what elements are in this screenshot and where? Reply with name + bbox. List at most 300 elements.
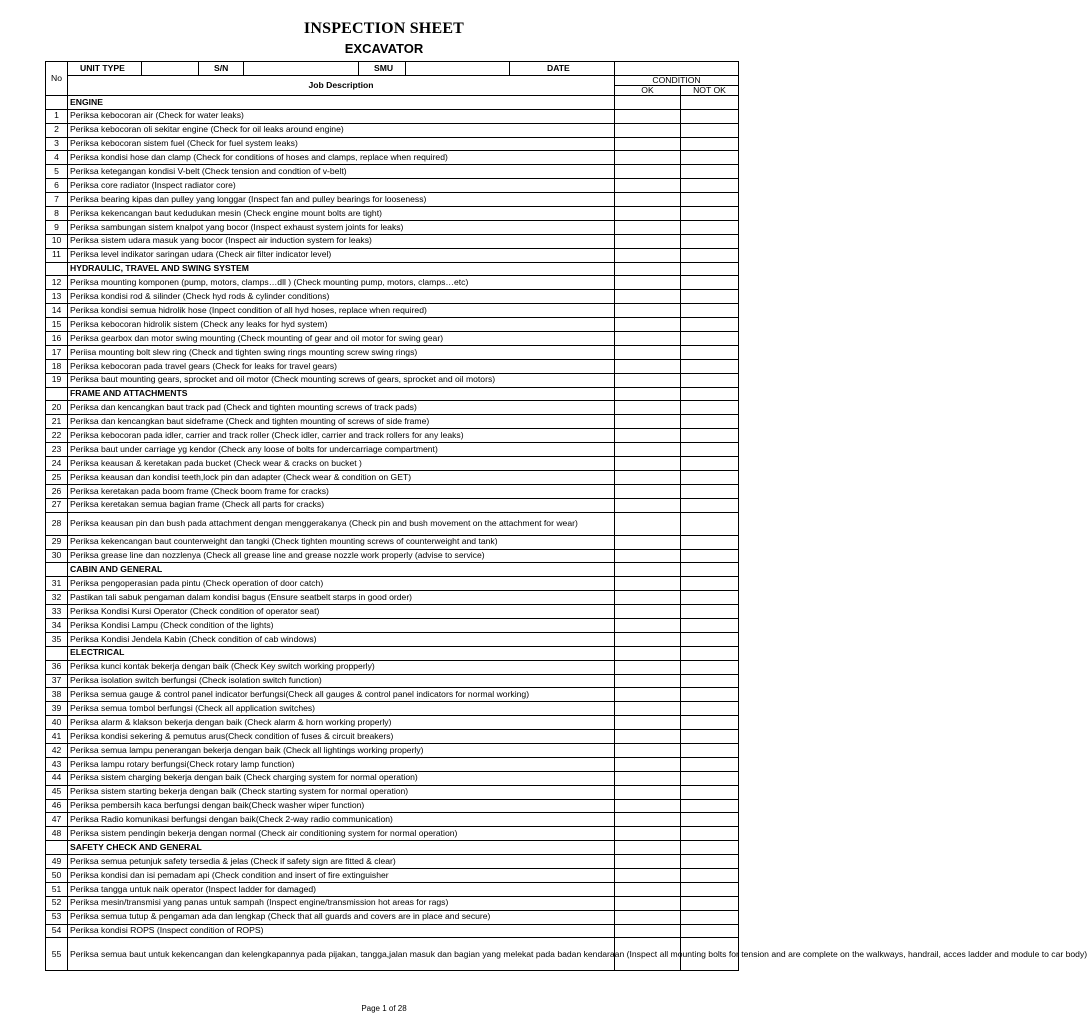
item-number: 52 bbox=[46, 896, 68, 910]
item-description: Periksa kebocoran oli sekitar engine (Check for oil leaks around engine) bbox=[68, 123, 615, 137]
item-description: Periksa kondisi sekering & pemutus arus(Check condition of fuses & circuit breakers) bbox=[68, 730, 615, 744]
item-number: 11 bbox=[46, 248, 68, 262]
not-ok-checkbox-cell[interactable] bbox=[681, 137, 739, 151]
item-number: 42 bbox=[46, 743, 68, 757]
checklist-row bbox=[46, 924, 739, 938]
checklist-row bbox=[46, 688, 739, 702]
ok-checkbox-cell[interactable] bbox=[615, 855, 681, 869]
section-row bbox=[46, 262, 739, 276]
item-number: 44 bbox=[46, 771, 68, 785]
item-number: 33 bbox=[46, 605, 68, 619]
not-ok-checkbox-cell[interactable] bbox=[681, 591, 739, 605]
not-ok-checkbox-cell[interactable] bbox=[681, 716, 739, 730]
ok-checkbox-cell[interactable] bbox=[615, 743, 681, 757]
ok-checkbox-cell[interactable] bbox=[615, 716, 681, 730]
not-ok-checkbox-cell[interactable] bbox=[681, 318, 739, 332]
checklist-row bbox=[46, 207, 739, 221]
not-ok-checkbox-cell[interactable] bbox=[681, 535, 739, 549]
section-title: SAFETY CHECK AND GENERAL bbox=[68, 841, 615, 855]
unit-type-value[interactable] bbox=[142, 62, 199, 76]
ok-checkbox-cell[interactable] bbox=[615, 137, 681, 151]
checklist-row bbox=[46, 234, 739, 248]
ok-checkbox-cell[interactable] bbox=[615, 151, 681, 165]
checklist-row bbox=[46, 591, 739, 605]
item-description: Periksa semua tutup & pengaman ada dan lengkap (Check that all guards and covers are in place and secure) bbox=[68, 910, 615, 924]
item-number: 27 bbox=[46, 498, 68, 512]
checklist-row bbox=[46, 896, 739, 910]
checklist-row bbox=[46, 443, 739, 457]
ok-checkbox-cell[interactable] bbox=[615, 234, 681, 248]
item-description: Periksa Radio komunikasi berfungsi dengan baik(Check 2-way radio communication) bbox=[68, 813, 615, 827]
item-description: Periksa alarm & klakson bekerja dengan baik (Check alarm & horn working properly) bbox=[68, 716, 615, 730]
not-ok-checkbox-cell[interactable] bbox=[681, 207, 739, 221]
checklist-row bbox=[46, 827, 739, 841]
checklist-row bbox=[46, 702, 739, 716]
item-number: 21 bbox=[46, 415, 68, 429]
not-ok-checkbox-cell[interactable] bbox=[681, 896, 739, 910]
checklist-row bbox=[46, 373, 739, 387]
ok-checkbox-cell[interactable] bbox=[615, 304, 681, 318]
item-number: 25 bbox=[46, 470, 68, 484]
item-number: 6 bbox=[46, 179, 68, 193]
not-ok-checkbox-cell[interactable] bbox=[681, 841, 739, 855]
item-description: Periksa pengoperasian pada pintu (Check operation of door catch) bbox=[68, 577, 615, 591]
item-number: 13 bbox=[46, 290, 68, 304]
checklist-row bbox=[46, 813, 739, 827]
item-description: Periksa semua lampu penerangan bekerja dengan baik (Check all lightings working properly) bbox=[68, 743, 615, 757]
checklist-row bbox=[46, 882, 739, 896]
checklist-row bbox=[46, 716, 739, 730]
not-ok-checkbox-cell[interactable] bbox=[681, 743, 739, 757]
not-ok-checkbox-cell[interactable] bbox=[681, 882, 739, 896]
not-ok-checkbox-cell[interactable] bbox=[681, 868, 739, 882]
not-ok-checkbox-cell[interactable] bbox=[681, 179, 739, 193]
item-description: Periksa core radiator (Inspect radiator core) bbox=[68, 179, 615, 193]
checklist-row bbox=[46, 855, 739, 869]
section-no-cell bbox=[46, 841, 68, 855]
checklist-row bbox=[46, 632, 739, 646]
item-description: Periksa keausan & keretakan pada bucket (Check wear & cracks on bucket ) bbox=[68, 457, 615, 471]
item-description: Periksa pembersih kaca berfungsi dengan baik(Check washer wiper function) bbox=[68, 799, 615, 813]
ok-checkbox-cell[interactable] bbox=[615, 220, 681, 234]
item-number: 54 bbox=[46, 924, 68, 938]
ok-checkbox-cell[interactable] bbox=[615, 646, 681, 660]
ok-checkbox-cell[interactable] bbox=[615, 896, 681, 910]
checklist-row bbox=[46, 757, 739, 771]
ok-checkbox-cell[interactable] bbox=[615, 771, 681, 785]
item-number: 20 bbox=[46, 401, 68, 415]
item-description: Periksa sistem charging bekerja dengan baik (Check charging system for normal operation) bbox=[68, 771, 615, 785]
item-number: 53 bbox=[46, 910, 68, 924]
not-ok-checkbox-cell[interactable] bbox=[681, 359, 739, 373]
checklist-row bbox=[46, 248, 739, 262]
item-description: Periksa semua petunjuk safety tersedia & jelas (Check if safety sign are fitted & clear) bbox=[68, 855, 615, 869]
item-number: 47 bbox=[46, 813, 68, 827]
item-description: Periksa kebocoran pada idler, carrier and track roller (Check idler, carrier and track rollers for any leaks) bbox=[68, 429, 615, 443]
item-number: 38 bbox=[46, 688, 68, 702]
not-ok-checkbox-cell[interactable] bbox=[681, 95, 739, 109]
not-ok-checkbox-cell[interactable] bbox=[681, 771, 739, 785]
item-description: Periksa dan kencangkan baut track pad (Check and tighten mounting screws of track pads) bbox=[68, 401, 615, 415]
ok-checkbox-cell[interactable] bbox=[615, 674, 681, 688]
item-number: 24 bbox=[46, 457, 68, 471]
section-no-cell bbox=[46, 563, 68, 577]
checklist-row bbox=[46, 799, 739, 813]
ok-checkbox-cell[interactable] bbox=[615, 757, 681, 771]
checklist-row bbox=[46, 910, 739, 924]
not-ok-checkbox-cell[interactable] bbox=[681, 193, 739, 207]
checklist-row bbox=[46, 123, 739, 137]
item-number: 49 bbox=[46, 855, 68, 869]
not-ok-checkbox-cell[interactable] bbox=[681, 730, 739, 744]
item-number: 48 bbox=[46, 827, 68, 841]
not-ok-checkbox-cell[interactable] bbox=[681, 827, 739, 841]
item-description: Periksa level indikator saringan udara (Check air filter indicator level) bbox=[68, 248, 615, 262]
ok-checkbox-cell[interactable] bbox=[615, 109, 681, 123]
header-no: No bbox=[46, 62, 68, 96]
item-number: 29 bbox=[46, 535, 68, 549]
checklist-row bbox=[46, 276, 739, 290]
ok-checkbox-cell[interactable] bbox=[615, 484, 681, 498]
item-number: 2 bbox=[46, 123, 68, 137]
checklist-row bbox=[46, 938, 739, 971]
ok-checkbox-cell[interactable] bbox=[615, 401, 681, 415]
item-number: 4 bbox=[46, 151, 68, 165]
item-description: Pastikan tali sabuk pengaman dalam kondisi bagus (Ensure seatbelt starps in good order) bbox=[68, 591, 615, 605]
checklist-row bbox=[46, 512, 739, 535]
ok-checkbox-cell[interactable] bbox=[615, 123, 681, 137]
ok-checkbox-cell[interactable] bbox=[615, 276, 681, 290]
item-number: 51 bbox=[46, 882, 68, 896]
item-number: 17 bbox=[46, 345, 68, 359]
ok-checkbox-cell[interactable] bbox=[615, 535, 681, 549]
checklist-row bbox=[46, 429, 739, 443]
ok-checkbox-cell[interactable] bbox=[615, 591, 681, 605]
item-description: Periksa sambungan sistem knalpot yang bocor (Inspect exhaust system joints for leaks) bbox=[68, 220, 615, 234]
section-title: FRAME AND ATTACHMENTS bbox=[68, 387, 615, 401]
section-title: ELECTRICAL bbox=[68, 646, 615, 660]
not-ok-checkbox-cell[interactable] bbox=[681, 373, 739, 387]
ok-checkbox-cell[interactable] bbox=[615, 345, 681, 359]
not-ok-checkbox-cell[interactable] bbox=[681, 484, 739, 498]
not-ok-checkbox-cell[interactable] bbox=[681, 470, 739, 484]
checklist-row bbox=[46, 785, 739, 799]
not-ok-checkbox-cell[interactable] bbox=[681, 429, 739, 443]
not-ok-checkbox-cell[interactable] bbox=[681, 345, 739, 359]
item-description: Periksa tangga untuk naik operator (Inspect ladder for damaged) bbox=[68, 882, 615, 896]
ok-checkbox-cell[interactable] bbox=[615, 443, 681, 457]
item-number: 10 bbox=[46, 234, 68, 248]
ok-checkbox-cell[interactable] bbox=[615, 207, 681, 221]
item-description: Periksa mesin/transmisi yang panas untuk sampah (Inspect engine/transmission hot areas for rags) bbox=[68, 896, 615, 910]
item-number: 41 bbox=[46, 730, 68, 744]
item-description: Periksa kekencangan baut counterweight dan tangki (Check tighten mounting screws of counterweight and tank) bbox=[68, 535, 615, 549]
not-ok-checkbox-cell[interactable] bbox=[681, 234, 739, 248]
ok-checkbox-cell[interactable] bbox=[615, 429, 681, 443]
not-ok-checkbox-cell[interactable] bbox=[681, 605, 739, 619]
section-row bbox=[46, 646, 739, 660]
item-description: Periksa lampu rotary berfungsi(Check rotary lamp function) bbox=[68, 757, 615, 771]
item-description: Periksa baut mounting gears, sprocket and oil motor (Check mounting screws of gears, sprocket and oil motors) bbox=[68, 373, 615, 387]
checklist-row bbox=[46, 109, 739, 123]
not-ok-checkbox-cell[interactable] bbox=[681, 304, 739, 318]
header-unit-type: UNIT TYPE bbox=[68, 62, 142, 76]
item-description: Periksa kondisi dan isi pemadam api (Check condition and insert of fire extinguisher bbox=[68, 868, 615, 882]
not-ok-checkbox-cell[interactable] bbox=[681, 151, 739, 165]
item-number: 16 bbox=[46, 332, 68, 346]
not-ok-checkbox-cell[interactable] bbox=[681, 924, 739, 938]
item-description: Periksa kebocoran pada travel gears (Check for leaks for travel gears) bbox=[68, 359, 615, 373]
item-number: 28 bbox=[46, 512, 68, 535]
checklist-row bbox=[46, 771, 739, 785]
item-description: Periksa kondisi rod & silinder (Check hyd rods & cylinder conditions) bbox=[68, 290, 615, 304]
item-number: 1 bbox=[46, 109, 68, 123]
item-number: 45 bbox=[46, 785, 68, 799]
item-number: 18 bbox=[46, 359, 68, 373]
page-footer: Page 1 of 28 bbox=[361, 1004, 407, 1013]
item-number: 34 bbox=[46, 618, 68, 632]
item-number: 43 bbox=[46, 757, 68, 771]
item-description: Periksa semua tombol berfungsi (Check all application switches) bbox=[68, 702, 615, 716]
item-number: 31 bbox=[46, 577, 68, 591]
ok-checkbox-cell[interactable] bbox=[615, 332, 681, 346]
item-number: 23 bbox=[46, 443, 68, 457]
not-ok-checkbox-cell[interactable] bbox=[681, 262, 739, 276]
ok-checkbox-cell[interactable] bbox=[615, 262, 681, 276]
not-ok-checkbox-cell[interactable] bbox=[681, 702, 739, 716]
not-ok-checkbox-cell[interactable] bbox=[681, 785, 739, 799]
item-number: 46 bbox=[46, 799, 68, 813]
item-description: Periksa semua gauge & control panel indicator berfungsi(Check all gauges & control panel indicators for normal working) bbox=[68, 688, 615, 702]
item-number: 8 bbox=[46, 207, 68, 221]
item-number: 9 bbox=[46, 220, 68, 234]
checklist-row bbox=[46, 484, 739, 498]
not-ok-checkbox-cell[interactable] bbox=[681, 618, 739, 632]
checklist-row bbox=[46, 549, 739, 563]
ok-checkbox-cell[interactable] bbox=[615, 799, 681, 813]
checklist-row bbox=[46, 318, 739, 332]
item-description: Periksa sistem udara masuk yang bocor (Inspect air induction system for leaks) bbox=[68, 234, 615, 248]
checklist-row bbox=[46, 457, 739, 471]
item-number: 30 bbox=[46, 549, 68, 563]
item-description: Periksa sistem pendingin bekerja dengan normal (Check air conditioning system for normal operation) bbox=[68, 827, 615, 841]
not-ok-checkbox-cell[interactable] bbox=[681, 646, 739, 660]
section-title: ENGINE bbox=[68, 95, 615, 109]
not-ok-checkbox-cell[interactable] bbox=[681, 276, 739, 290]
item-number: 12 bbox=[46, 276, 68, 290]
not-ok-checkbox-cell[interactable] bbox=[681, 855, 739, 869]
ok-checkbox-cell[interactable] bbox=[615, 373, 681, 387]
item-description: Periksa gearbox dan motor swing mounting (Check mounting of gear and oil motor for swing gear) bbox=[68, 332, 615, 346]
checklist-row bbox=[46, 605, 739, 619]
checklist-row bbox=[46, 674, 739, 688]
item-number: 35 bbox=[46, 632, 68, 646]
ok-checkbox-cell[interactable] bbox=[615, 882, 681, 896]
ok-checkbox-cell[interactable] bbox=[615, 457, 681, 471]
ok-checkbox-cell[interactable] bbox=[615, 618, 681, 632]
ok-checkbox-cell[interactable] bbox=[615, 605, 681, 619]
not-ok-checkbox-cell[interactable] bbox=[681, 632, 739, 646]
checklist-row bbox=[46, 220, 739, 234]
not-ok-checkbox-cell[interactable] bbox=[681, 549, 739, 563]
checklist-row bbox=[46, 618, 739, 632]
sn-value[interactable] bbox=[244, 62, 359, 76]
item-number: 55 bbox=[46, 938, 68, 971]
item-number: 36 bbox=[46, 660, 68, 674]
not-ok-checkbox-cell[interactable] bbox=[681, 415, 739, 429]
ok-checkbox-cell[interactable] bbox=[615, 498, 681, 512]
item-number: 40 bbox=[46, 716, 68, 730]
ok-checkbox-cell[interactable] bbox=[615, 387, 681, 401]
section-row bbox=[46, 841, 739, 855]
checklist-row bbox=[46, 415, 739, 429]
item-description: Periksa kebocoran air (Check for water leaks) bbox=[68, 109, 615, 123]
ok-checkbox-cell[interactable] bbox=[615, 512, 681, 535]
ok-checkbox-cell[interactable] bbox=[615, 910, 681, 924]
section-title: HYDRAULIC, TRAVEL AND SWING SYSTEM bbox=[68, 262, 615, 276]
checklist-row bbox=[46, 332, 739, 346]
not-ok-checkbox-cell[interactable] bbox=[681, 577, 739, 591]
ok-checkbox-cell[interactable] bbox=[615, 868, 681, 882]
item-description: Periksa kondisi ROPS (Inspect condition of ROPS) bbox=[68, 924, 615, 938]
item-description: Periksa semua baut untuk kekencangan dan kelengkapannya pada pijakan, tangga,jalan masuk dan bagian yang melekat pada badan kendaraan (Inspect all mounting bolts for tension and are complete on the walkways, handrail, acces ladder and module to car body) bbox=[68, 938, 615, 971]
ok-checkbox-cell[interactable] bbox=[615, 193, 681, 207]
item-number: 15 bbox=[46, 318, 68, 332]
ok-checkbox-cell[interactable] bbox=[615, 924, 681, 938]
not-ok-checkbox-cell[interactable] bbox=[681, 688, 739, 702]
checklist-row bbox=[46, 498, 739, 512]
section-title: CABIN AND GENERAL bbox=[68, 563, 615, 577]
checklist-row bbox=[46, 535, 739, 549]
checklist-row bbox=[46, 743, 739, 757]
header-row-1 bbox=[46, 62, 739, 76]
ok-checkbox-cell[interactable] bbox=[615, 785, 681, 799]
item-number: 50 bbox=[46, 868, 68, 882]
not-ok-checkbox-cell[interactable] bbox=[681, 563, 739, 577]
ok-checkbox-cell[interactable] bbox=[615, 563, 681, 577]
checklist-row bbox=[46, 151, 739, 165]
item-description: Periksa kebocoran sistem fuel (Check for fuel system leaks) bbox=[68, 137, 615, 151]
item-number: 14 bbox=[46, 304, 68, 318]
item-description: Periksa kondisi semua hidrolik hose (Inpect condition of all hyd hoses, replace when required) bbox=[68, 304, 615, 318]
item-number: 32 bbox=[46, 591, 68, 605]
ok-checkbox-cell[interactable] bbox=[615, 813, 681, 827]
item-description: Periksa Kondisi Lampu (Check condition of the lights) bbox=[68, 618, 615, 632]
not-ok-checkbox-cell[interactable] bbox=[681, 799, 739, 813]
not-ok-checkbox-cell[interactable] bbox=[681, 290, 739, 304]
checklist-row bbox=[46, 165, 739, 179]
checklist-row bbox=[46, 470, 739, 484]
not-ok-checkbox-cell[interactable] bbox=[681, 248, 739, 262]
ok-checkbox-cell[interactable] bbox=[615, 179, 681, 193]
item-description: Periksa keausan pin dan bush pada attachment dengan menggerakanya (Check pin and bush movement on the attachment for wear) bbox=[68, 512, 615, 535]
ok-checkbox-cell[interactable] bbox=[615, 577, 681, 591]
smu-value[interactable] bbox=[406, 62, 510, 76]
header-smu: SMU bbox=[359, 62, 406, 76]
not-ok-checkbox-cell[interactable] bbox=[681, 498, 739, 512]
ok-checkbox-cell[interactable] bbox=[615, 688, 681, 702]
item-description: Periksa grease line dan nozzlenya (Check all grease line and grease nozzle work properly (advise to service) bbox=[68, 549, 615, 563]
ok-checkbox-cell[interactable] bbox=[615, 470, 681, 484]
header-row-2 bbox=[46, 75, 739, 85]
date-value[interactable] bbox=[615, 62, 739, 76]
section-no-cell bbox=[46, 646, 68, 660]
item-description: Periksa keretakan pada boom frame (Check boom frame for cracks) bbox=[68, 484, 615, 498]
ok-checkbox-cell[interactable] bbox=[615, 841, 681, 855]
ok-checkbox-cell[interactable] bbox=[615, 415, 681, 429]
not-ok-checkbox-cell[interactable] bbox=[681, 401, 739, 415]
not-ok-checkbox-cell[interactable] bbox=[681, 813, 739, 827]
not-ok-checkbox-cell[interactable] bbox=[681, 109, 739, 123]
checklist-row bbox=[46, 137, 739, 151]
not-ok-checkbox-cell[interactable] bbox=[681, 512, 739, 535]
ok-checkbox-cell[interactable] bbox=[615, 660, 681, 674]
not-ok-checkbox-cell[interactable] bbox=[681, 220, 739, 234]
item-description: Periksa mounting komponen (pump, motors, clamps…dll ) (Check mounting pump, motors, clamps…etc) bbox=[68, 276, 615, 290]
section-no-cell bbox=[46, 95, 68, 109]
ok-checkbox-cell[interactable] bbox=[615, 95, 681, 109]
ok-checkbox-cell[interactable] bbox=[615, 318, 681, 332]
item-description: Periksa keausan dan kondisi teeth,lock pin dan adapter (Check wear & condition on GET) bbox=[68, 470, 615, 484]
header-date: DATE bbox=[510, 62, 615, 76]
checklist-row bbox=[46, 660, 739, 674]
ok-checkbox-cell[interactable] bbox=[615, 165, 681, 179]
ok-checkbox-cell[interactable] bbox=[615, 549, 681, 563]
header-sn: S/N bbox=[199, 62, 244, 76]
not-ok-checkbox-cell[interactable] bbox=[681, 910, 739, 924]
item-number: 22 bbox=[46, 429, 68, 443]
item-description: Periksa Kondisi Jendela Kabin (Check condition of cab windows) bbox=[68, 632, 615, 646]
header-condition: CONDITION bbox=[615, 75, 739, 85]
ok-checkbox-cell[interactable] bbox=[615, 359, 681, 373]
item-description: Periisa mounting bolt slew ring (Check and tighten swing rings mounting screw swing rings) bbox=[68, 345, 615, 359]
not-ok-checkbox-cell[interactable] bbox=[681, 332, 739, 346]
checklist-row bbox=[46, 345, 739, 359]
ok-checkbox-cell[interactable] bbox=[615, 632, 681, 646]
section-no-cell bbox=[46, 262, 68, 276]
not-ok-checkbox-cell[interactable] bbox=[681, 443, 739, 457]
not-ok-checkbox-cell[interactable] bbox=[681, 757, 739, 771]
not-ok-checkbox-cell[interactable] bbox=[681, 457, 739, 471]
inspection-table bbox=[45, 61, 1087, 971]
checklist-row bbox=[46, 868, 739, 882]
checklist-row bbox=[46, 359, 739, 373]
item-number: 19 bbox=[46, 373, 68, 387]
item-number: 39 bbox=[46, 702, 68, 716]
checklist-row bbox=[46, 401, 739, 415]
item-description: Periksa kunci kontak bekerja dengan baik (Check Key switch working propperly) bbox=[68, 660, 615, 674]
ok-checkbox-cell[interactable] bbox=[615, 827, 681, 841]
item-description: Periksa kebocoran hidrolik sistem (Check any leaks for hyd system) bbox=[68, 318, 615, 332]
not-ok-checkbox-cell[interactable] bbox=[681, 387, 739, 401]
not-ok-checkbox-cell[interactable] bbox=[681, 660, 739, 674]
not-ok-checkbox-cell[interactable] bbox=[681, 123, 739, 137]
item-description: Periksa sistem starting bekerja dengan baik (Check starting system for normal operation) bbox=[68, 785, 615, 799]
item-number: 5 bbox=[46, 165, 68, 179]
section-row bbox=[46, 387, 739, 401]
not-ok-checkbox-cell[interactable] bbox=[681, 165, 739, 179]
ok-checkbox-cell[interactable] bbox=[615, 702, 681, 716]
item-description: Periksa dan kencangkan baut sideframe (Check and tighten mounting of screws of side frame) bbox=[68, 415, 615, 429]
item-description: Periksa ketegangan kondisi V-belt (Check tension and condtion of v-belt) bbox=[68, 165, 615, 179]
ok-checkbox-cell[interactable] bbox=[615, 248, 681, 262]
ok-checkbox-cell[interactable] bbox=[615, 290, 681, 304]
item-description: Periksa kekencangan baut kedudukan mesin (Check engine mount bolts are tight) bbox=[68, 207, 615, 221]
ok-checkbox-cell[interactable] bbox=[615, 730, 681, 744]
not-ok-checkbox-cell[interactable] bbox=[681, 674, 739, 688]
item-number: 37 bbox=[46, 674, 68, 688]
section-no-cell bbox=[46, 387, 68, 401]
